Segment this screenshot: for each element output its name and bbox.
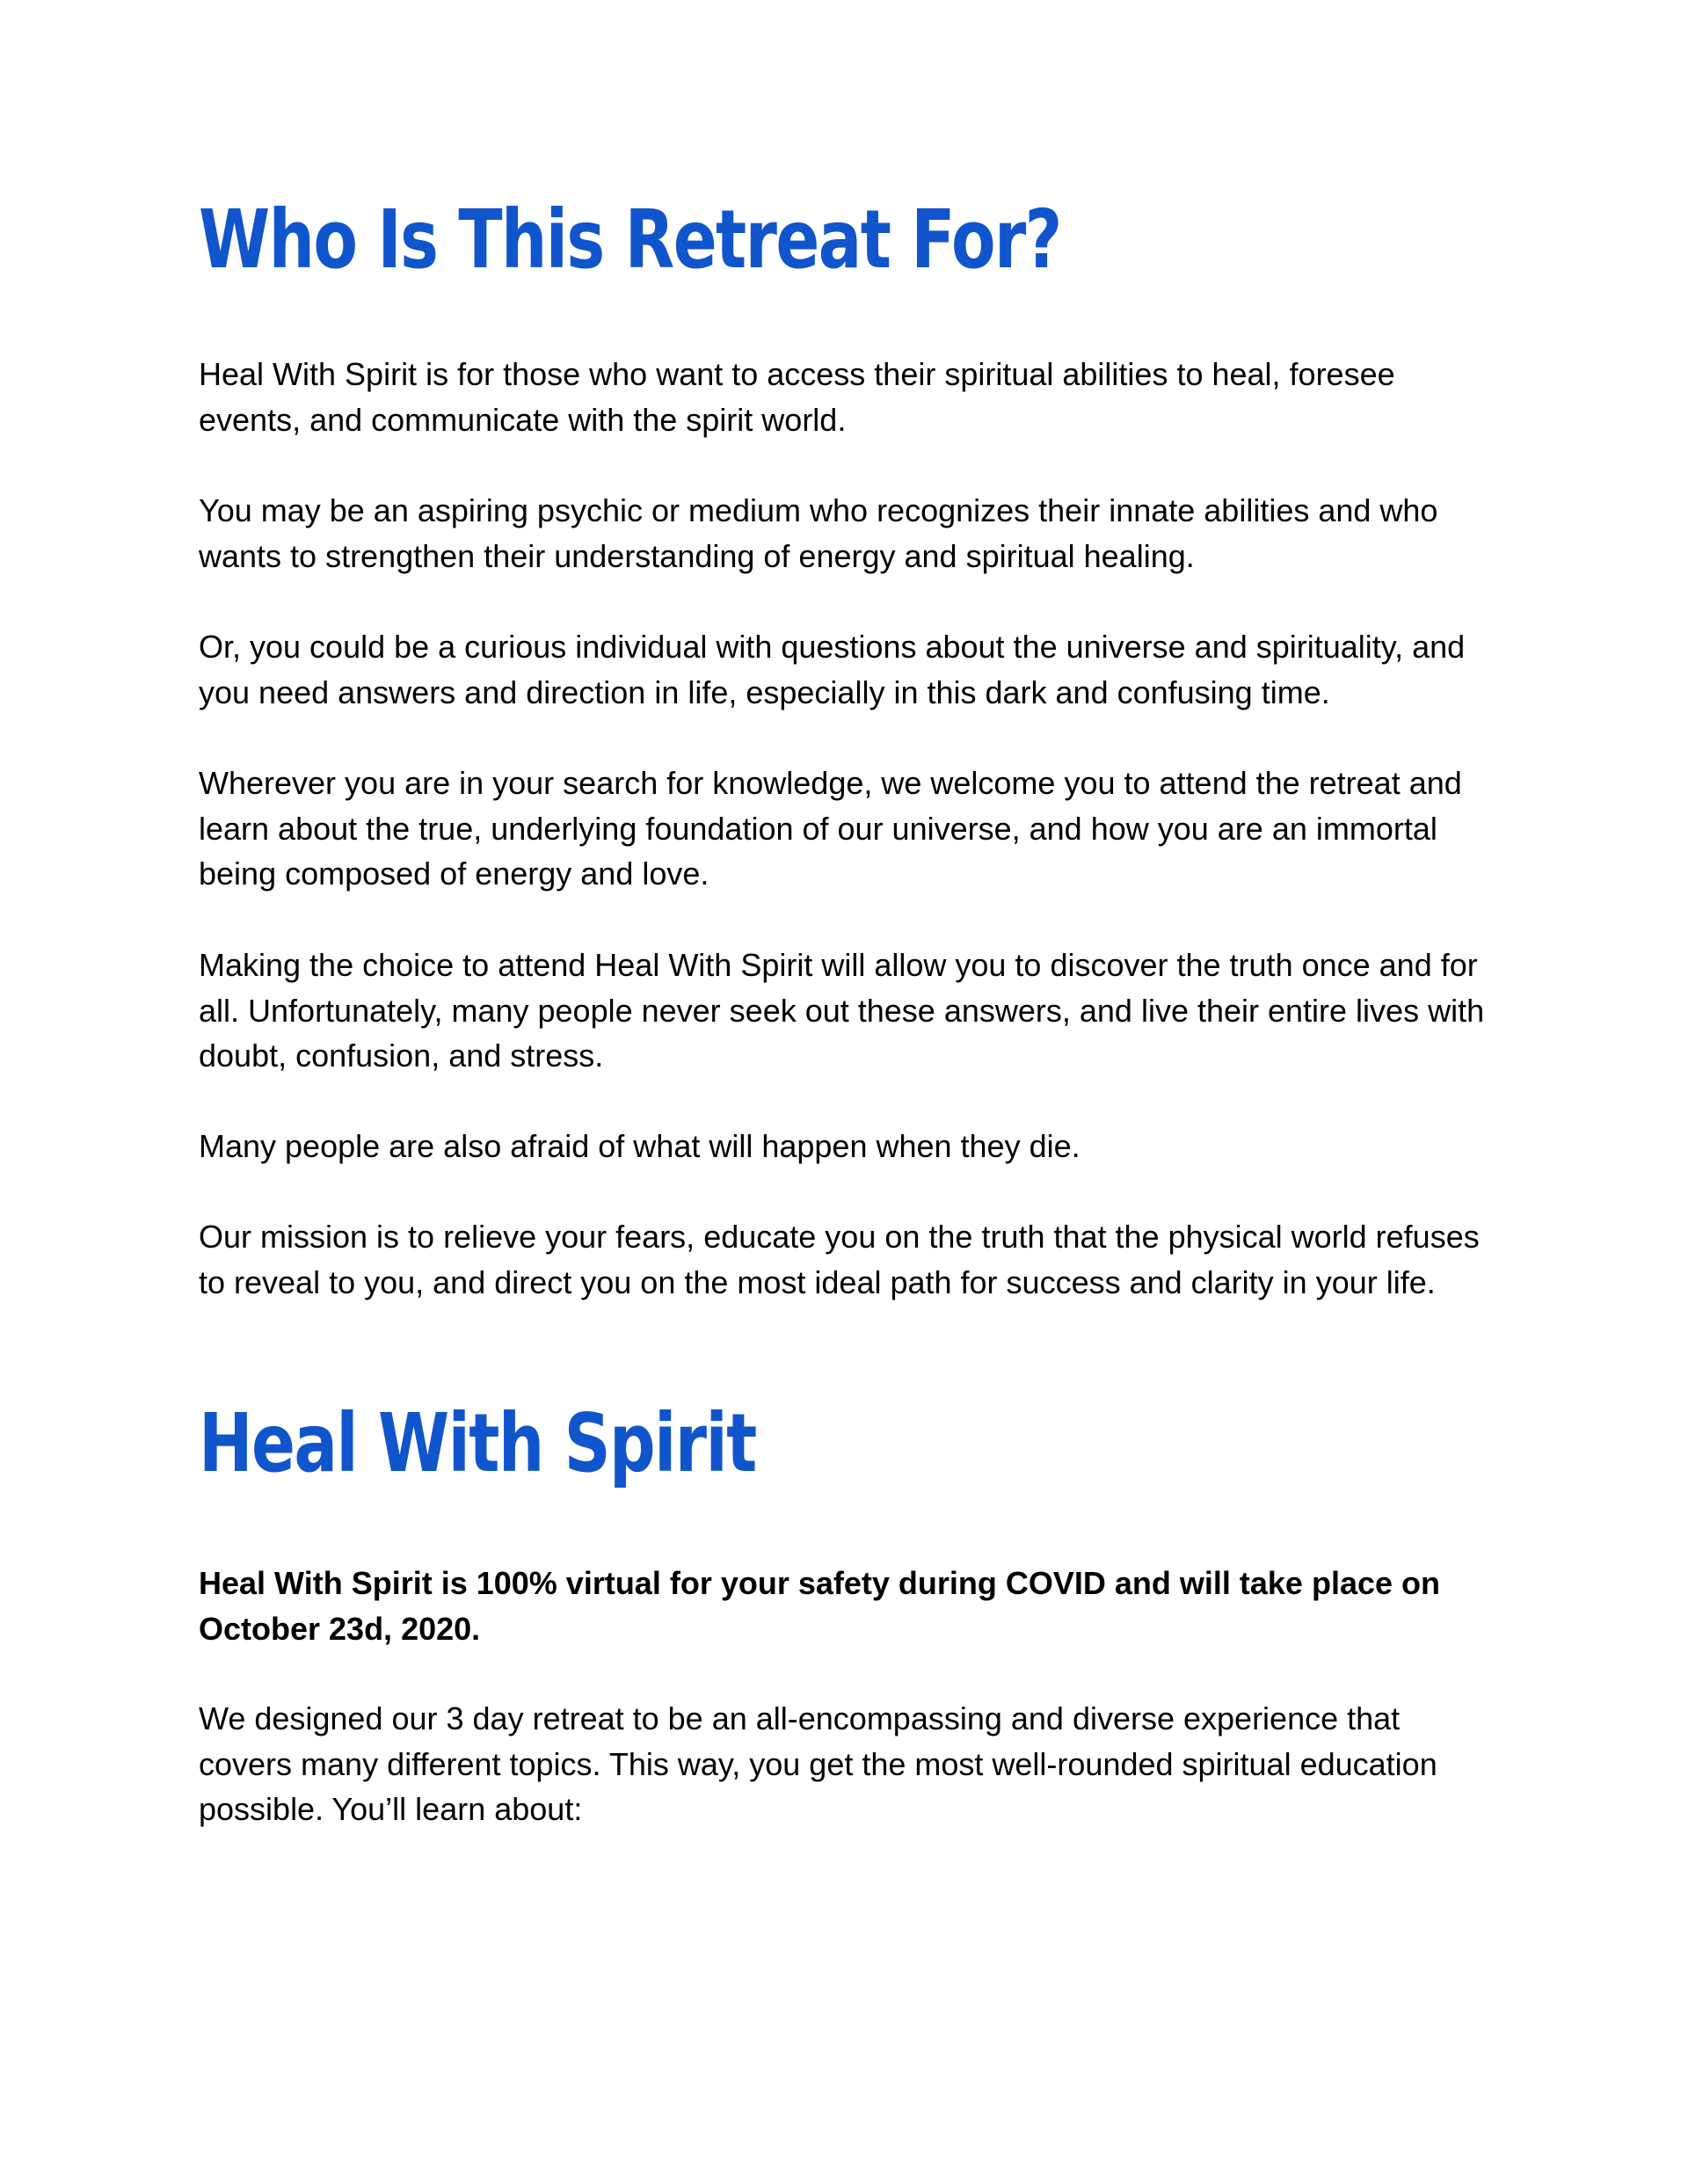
paragraph-virtual-notice: Heal With Spirit is 100% virtual for your safety during COVID and will take place on October 23d, 2020. [199, 1565, 1440, 1647]
paragraph-curious-individual: Or, you could be a curious individual with questions about the universe and spirituality, and you need answers and direction in life, especially in this dark and confusing time. [199, 629, 1466, 710]
paragraph-afraid-of-dying: Many people are also afraid of what will happen when they die. [199, 1128, 1080, 1164]
paragraph-aspiring-psychic: You may be an aspiring psychic or medium who recognizes their innate abilities and who wants to strengthen their understanding of energy and spiritual healing. [199, 492, 1438, 574]
section-heading-who-is-this-retreat-for: Who Is This Retreat For? [199, 193, 1061, 287]
paragraph-intro: Heal With Spirit is for those who want to access their spiritual abilities to heal, foresee events, and communicate with the spirit world. [199, 356, 1395, 438]
paragraph-retreat-design: We designed our 3 day retreat to be an all-encompassing and diverse experience that covers many different topics. This way, you get the most well-rounded spiritual education possible. You’ll learn about: [199, 1700, 1437, 1827]
paragraph-wherever-you-are: Wherever you are in your search for knowledge, we welcome you to attend the retreat and learn about the true, underlying foundation of our universe, and how you are an immortal being composed of energy and love. [199, 765, 1462, 892]
paragraph-our-mission: Our mission is to relieve your fears, educate you on the truth that the physical world refuses to reveal to you, and direct you on the most ideal path for success and clarity in your life. [199, 1219, 1480, 1300]
section-heading-heal-with-spirit: Heal With Spirit [199, 1396, 756, 1490]
paragraph-making-the-choice: Making the choice to attend Heal With Spirit will allow you to discover the truth once and for all. Unfortunately, many people never seek out these answers, and live their entire lives with doubt, confusion, and stress. [199, 947, 1485, 1074]
